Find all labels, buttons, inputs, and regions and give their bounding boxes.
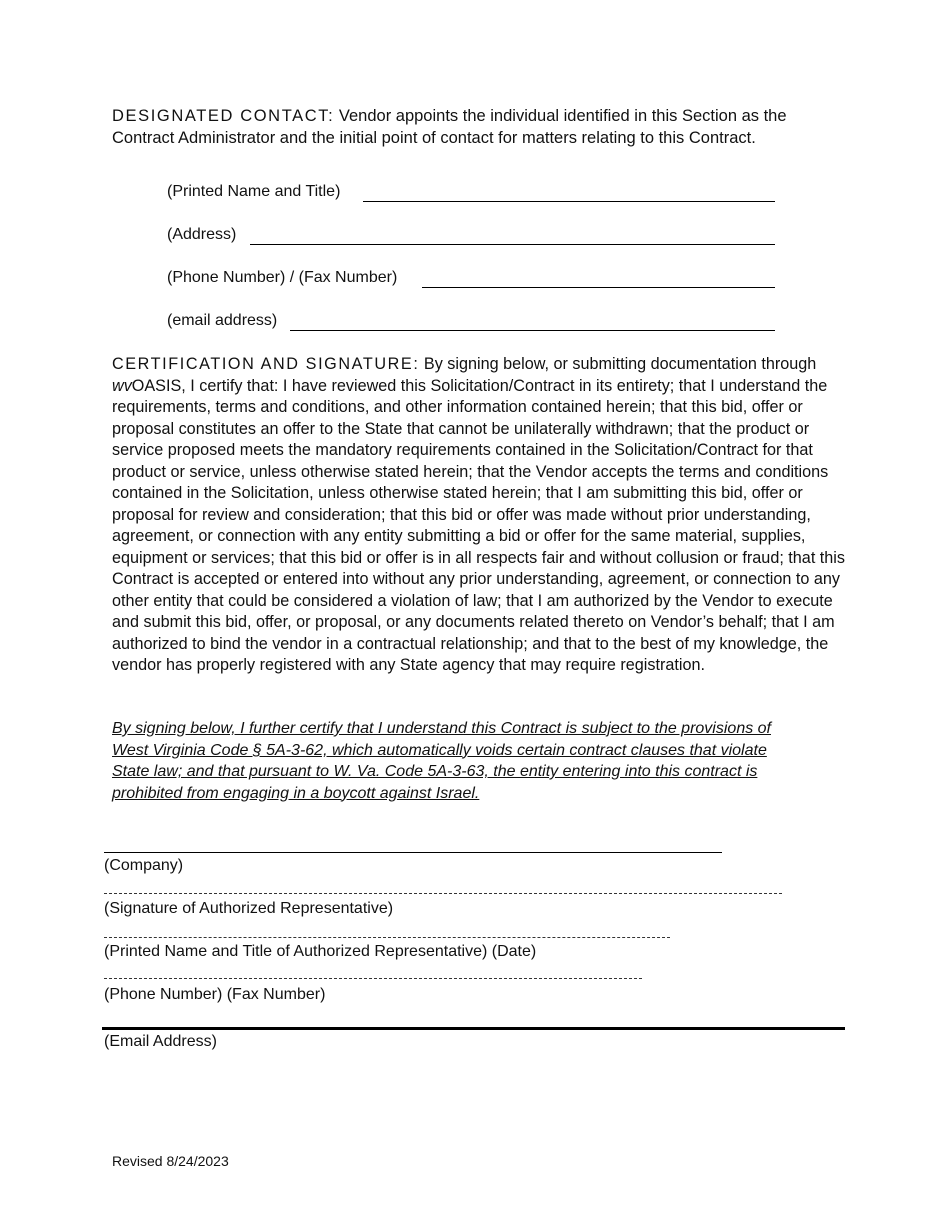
address-line[interactable] <box>250 244 775 245</box>
printed-name-title-label: (Printed Name and Title of Authorized Representative) (Date) <box>104 943 537 960</box>
email-signature-label: (Email Address) <box>104 1033 217 1050</box>
phone-fax-line[interactable] <box>422 287 775 288</box>
printed-name-field[interactable] <box>167 182 775 204</box>
phone-fax-signature-label: (Phone Number) (Fax Number) <box>104 986 326 1003</box>
address-field[interactable] <box>167 225 775 247</box>
email-label: (email address) <box>167 312 278 329</box>
certification-heading: CERTIFICATION AND SIGNATURE: <box>112 355 420 373</box>
email-signature-line[interactable] <box>102 1027 845 1030</box>
certification-text-before: By signing below, or submitting documentation through <box>419 355 817 373</box>
printed-name-title-line[interactable] <box>104 937 670 938</box>
email-line[interactable] <box>290 330 775 331</box>
signature-line[interactable] <box>104 893 782 894</box>
email-field[interactable] <box>167 311 775 333</box>
certification-text-after: OASIS, I certify that: I have reviewed this Solicitation/Contract in its entirety; that I understand the requirements, terms and conditions, and other information contained herein; that this bid, offer or proposal constitutes an offer to the State that cannot be unilaterally withdrawn; that the product or service proposed meets the mandatory requirements contained in the Solicitation/Contract for that product or service, unless otherwise stated herein; that the Vendor accepts the terms and conditions contained in the Solicitation, unless otherwise stated herein; that I am submitting this bid, offer or proposal for review and consideration; that this bid or offer was made without prior understanding, agreement, or connection with any entity submitting a bid or offer for the same material, supplies, equipment or services; that this bid or offer is in all respects fair and without collusion or fraud; that this Contract is accepted or entered into without any prior understanding, agreement, or connection to any other entity that could be considered a violation of law; that I am authorized by the Vendor to execute and submit this bid, offer, or proposal, or any documents related thereto on Vendor’s behalf; that I am authorized to bind the vendor in a contractual relationship; and that to the best of my knowledge, the vendor has properly registered with any State agency that may require registration. <box>112 376 845 674</box>
phone-fax-field[interactable] <box>167 268 775 290</box>
company-label: (Company) <box>104 857 184 874</box>
printed-name-line[interactable] <box>363 201 775 202</box>
designated-contact-heading: DESIGNATED CONTACT: <box>112 107 335 125</box>
phone-fax-signature-line[interactable] <box>104 978 642 979</box>
further-certification-paragraph: By signing below, I further certify that I understand this Contract is subject to the provisions of West Virginia Code § 5A-3-62, which automatically voids certain contract clauses that violate State law; and that pursuant to W. Va. Code 5A-3-63, the entity entering into this contract is prohibited from engaging in a boycott against Israel. <box>112 720 771 802</box>
company-signature-line[interactable] <box>104 852 722 853</box>
signature-label: (Signature of Authorized Representative) <box>104 900 394 917</box>
address-label: (Address) <box>167 226 237 243</box>
designated-contact-text: Vendor appoints the individual identified in this Section as the Contract Administrator and the initial point of contact for matters relating to this Contract. <box>112 107 787 147</box>
printed-name-label: (Printed Name and Title) <box>167 183 341 200</box>
phone-fax-label: (Phone Number) / (Fax Number) <box>167 269 398 286</box>
revision-footer: Revised 8/24/2023 <box>112 1153 229 1169</box>
certification-paragraph <box>112 354 846 677</box>
designated-contact-paragraph <box>112 105 852 149</box>
wv-text: wv <box>112 376 132 395</box>
